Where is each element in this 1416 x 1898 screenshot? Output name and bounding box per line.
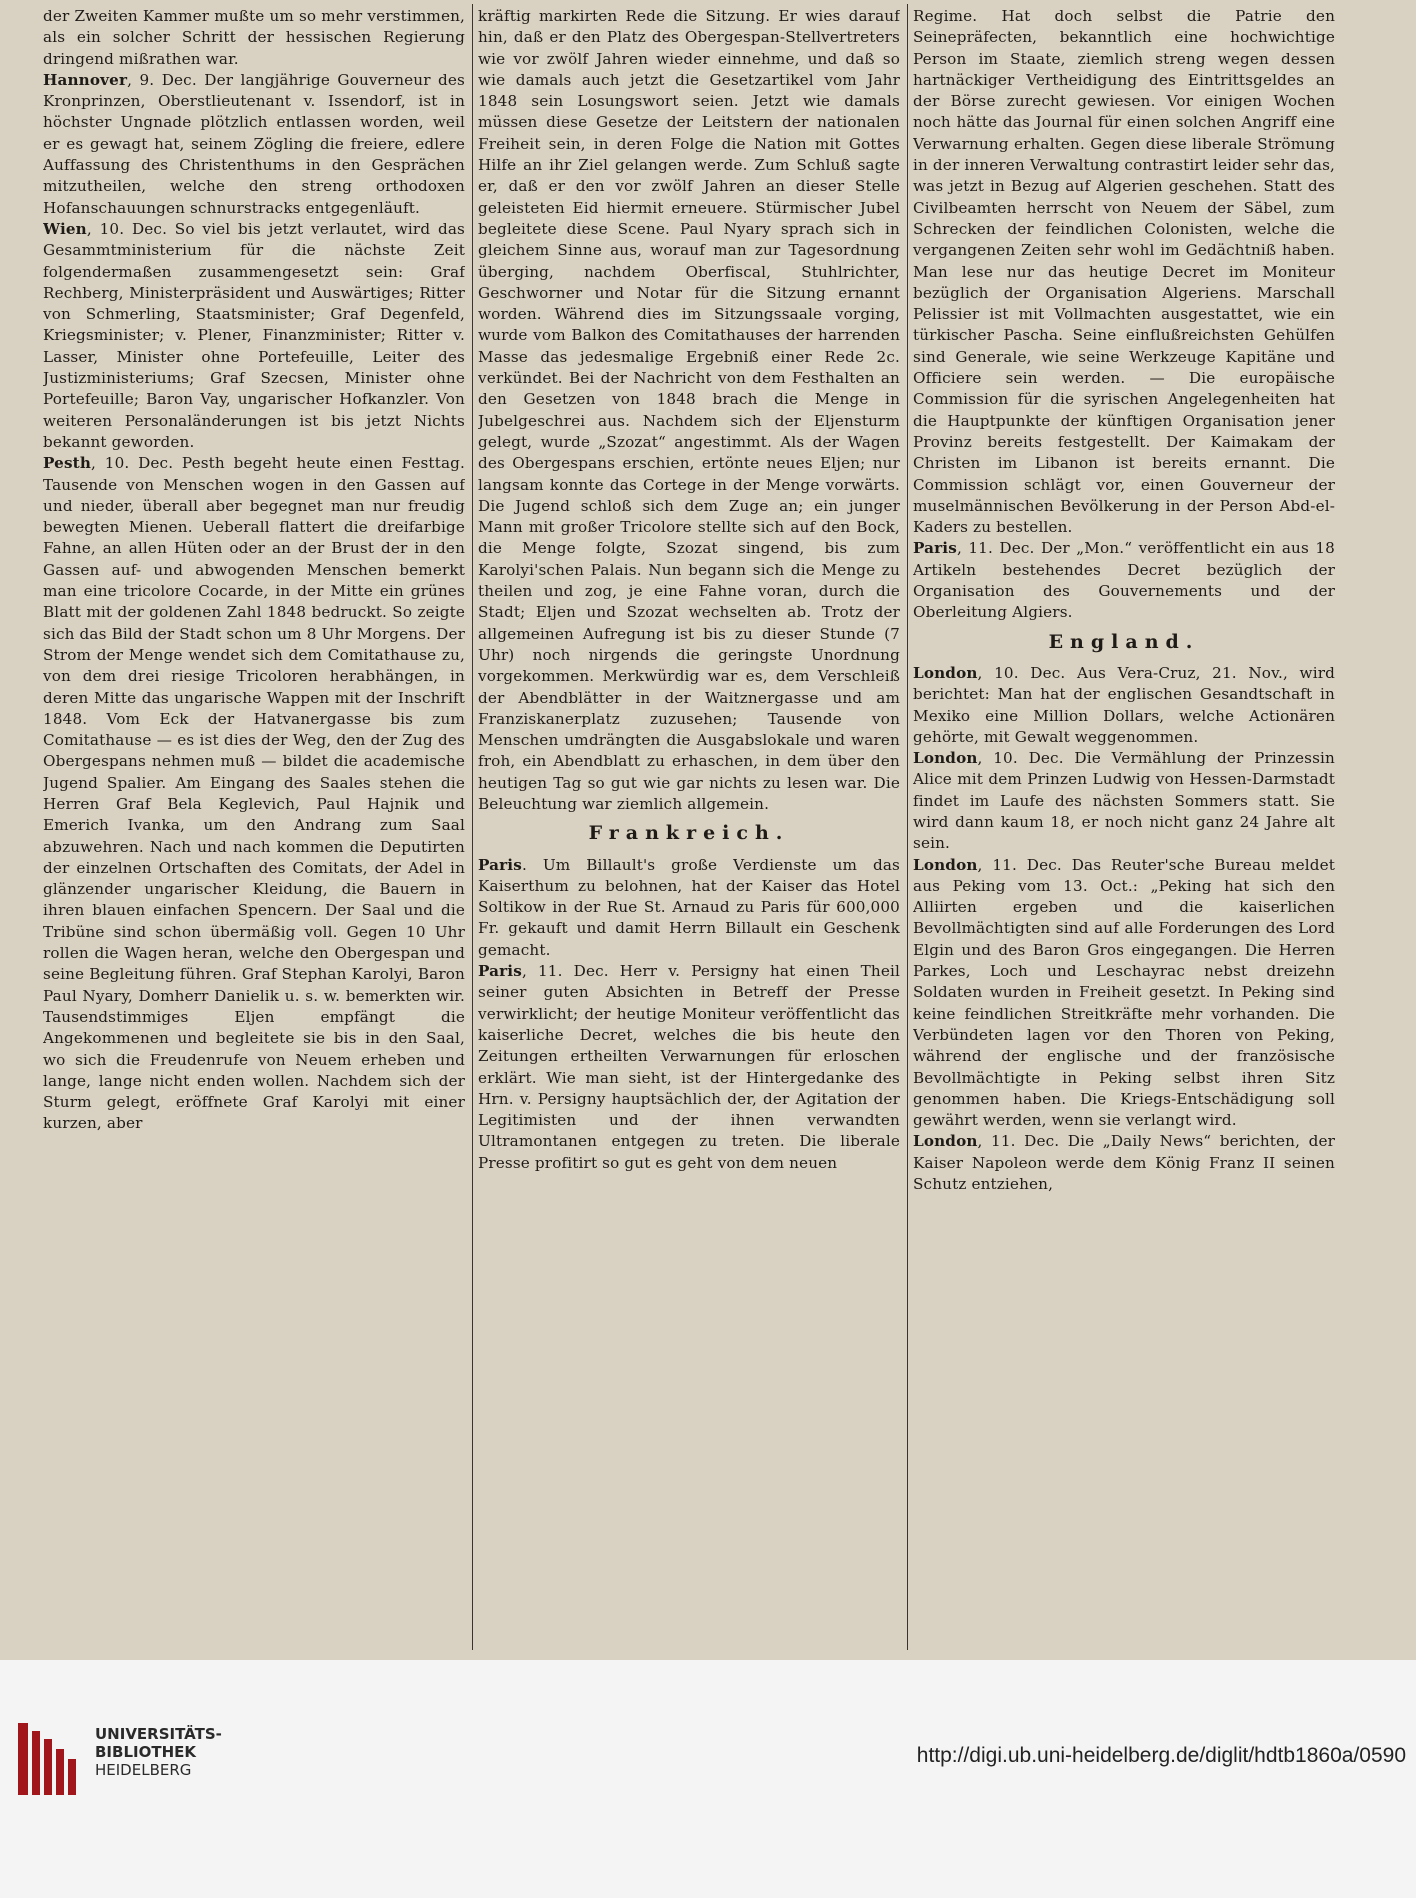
dateline: London <box>913 749 978 768</box>
dateline: London <box>913 1132 978 1151</box>
library-name-line-2: BIBLIOTHEK <box>95 1743 196 1761</box>
article-paragraph: London, 10. Dec. Aus Vera-Cruz, 21. Nov., wird berichtet: Man hat der englischen Gesandtschaft in Mexiko eine Million Dollars, welche Actionären gehörte, mit Gewalt weggenommen. <box>913 663 1335 746</box>
library-name-line-3: HEIDELBERG <box>95 1761 192 1779</box>
section-heading: England. <box>1048 630 1200 653</box>
dateline: Pesth <box>43 454 92 473</box>
permalink-url[interactable]: http://digi.ub.uni-heidelberg.de/diglit/hdtb1860a/0590 <box>916 1744 1406 1767</box>
text-column-1 <box>43 6 465 1652</box>
article-paragraph: kräftig markirten Rede die Sitzung. Er wies darauf hin, daß er den Platz des Obergespan-Stellvertreters wie vor zwölf Jahren wieder einnehme, und daß so wie damals auch jetzt die Gesetzartikel vom Jahr 1848 sein Losungswort seien. Jetzt wie damals müssen diese Gesetze der Leitstern der nationalen Freiheit sein, in deren Folge die Nation mit Gottes Hilfe an ihr Ziel gelangen werde. Zum Schluß sagte er, daß er den vor zwölf Jahren an dieser Stelle geleisteten Eid hiermit erneuere. Stürmischer Jubel begleitete diese Scene. Paul Nyary sprach sich in gleichem Sinne aus, worauf man zur Tagesordnung überging, nachdem Oberfiscal, Stuhlrichter, Geschworner und Notar für die Sitzung ernannt worden. Während dies im Sitzungssaale vorging, wurde vom Balkon des Comitathauses der harrenden Masse das jedesmalige Ergebniß einer Rede 2c. verkündet. Bei der Nachricht von dem Festhalten an den Gesetzen von 1848 brach die Menge in Jubelgeschrei aus. Nachdem sich der Eljensturm gelegt, wurde „Szozat“ angestimmt. Als der Wagen des Obergespans erschien, ertönte neues Eljen; nur langsam konnte das Cortege in der Menge vorwärts. Die Jugend schloß sich dem Zuge an; ein junger Mann mit großer Tricolore stellte sich auf den Bock, die Menge folgte, Szozat singend, bis zum Karolyi'schen Palais. Nun begann sich die Menge zu theilen und zog, je eine Fahne voran, durch die Stadt; Eljen und Szozat wechselten ab. Trotz der allgemeinen Aufregung ist bis zu dieser Stunde (7 Uhr) noch nirgends die geringste Unordnung vorgekommen. Merkwürdig war es, dem Verschleiß der Abendblätter in der Waitznergasse und am Franziskanerplatz zuzusehen; Tausende von Menschen umdrängten die Ausgabslokale und waren froh, ein Abendblatt zu erhaschen, in dem über den heutigen Tag so gut wie gar nichts zu lesen war. Die Beleuchtung war ziemlich allgemein. <box>478 7 900 813</box>
column-rule <box>907 4 908 1650</box>
dateline: Paris <box>478 855 522 874</box>
dateline: Paris <box>913 539 957 558</box>
article-paragraph: Hannover, 9. Dec. Der langjährige Gouverneur des Kronprinzen, Oberstlieutenant v. Issendorf, ist in höchster Ungnade plötzlich entlassen worden, weil er es gewagt hat, seinem Zögling die freiere, edlere Auffassung des Christenthums in den Gesprächen mitzutheilen, welche den streng orthodoxen Hofanschauungen schnurstracks entgegenläuft. <box>43 70 465 217</box>
article-paragraph: Paris. Um Billault's große Verdienste um das Kaiserthum zu belohnen, hat der Kaiser das Hotel Soltikow in der Rue St. Arnaud zu Paris für 600,000 Fr. gekauft und damit Herrn Billault ein Geschenk gemacht. <box>478 855 900 959</box>
viewer-footer <box>0 1660 1416 1898</box>
column-rule <box>472 4 473 1650</box>
dateline: Hannover <box>43 70 128 89</box>
dateline: Paris <box>478 962 522 981</box>
article-paragraph: London, 10. Dec. Die Vermählung der Prinzessin Alice mit dem Prinzen Ludwig von Hessen-Darmstadt findet im Laufe des nächsten Sommers statt. Sie wird dann kaum 18, er noch nicht ganz 24 Jahre alt sein. <box>913 749 1335 853</box>
text-column-2 <box>478 6 900 1652</box>
article-paragraph: Regime. Hat doch selbst die Patrie den Seinepräfecten, bekanntlich eine hochwichtige Person im Staate, ziemlich streng wegen dessen hartnäckiger Vertheidigung des Eintrittsgeldes an der Börse zurecht gewiesen. Vor einigen Wochen noch hätte das Journal für einen solchen Angriff eine Verwarnung erhalten. Gegen diese liberale Strömung in der inneren Verwaltung contrastirt leider sehr das, was jetzt in Bezug auf Algerien geschehen. Statt des Civilbeamten herrscht von Neuem der Säbel, zum Schrecken der feindlichen Colonisten, welche die vergangenen Zeiten sehr wohl im Gedächtniß haben. Man lese nur das heutige Decret im Moniteur bezüglich der Organisation Algeriens. Marschall Pelissier ist mit Vollmachten ausgestattet, wie ein türkischer Pascha. Seine einflußreichsten Gehülfen sind Generale, wie seine Werkzeuge Kapitäne und Officiere sein werden. — Die europäische Commission für die syrischen Angelegenheiten hat die Hauptpunkte der künftigen Organisation jener Provinz bereits festgestellt. Der Kaimakam der Christen im Libanon ist bereits ernannt. Die Commission schlägt vor, einen Gouverneur der muselmännischen Bevölkerung in der Person Abd-el-Kaders zu bestellen. <box>913 7 1335 537</box>
text-column-3 <box>913 6 1335 1652</box>
article-paragraph: Paris, 11. Dec. Herr v. Persigny hat einen Theil seiner guten Absichten in Betreff der Presse verwirklicht; der heutige Moniteur veröffentlicht das kaiserliche Decret, welches die bis heute den Zeitungen ertheilten Verwarnungen für erloschen erklärt. Wie man sieht, ist der Hintergedanke des Hrn. v. Persigny hauptsächlich der, der Agitation der Legitimisten und der ihnen verwandten Ultramontanen entgegen zu treten. Die liberale Presse profitirt so gut es geht von dem neuen <box>478 962 900 1172</box>
dateline: Wien <box>43 219 87 238</box>
dateline: London <box>913 855 978 874</box>
article-paragraph: Wien, 10. Dec. So viel bis jetzt verlautet, wird das Gesammtministerium für die nächste Zeit folgendermaßen zusammengesetzt sein: Graf Rechberg, Ministerpräsident und Auswärtiges; Ritter von Schmerling, Staatsminister; Graf Degenfeld, Kriegsminister; v. Plener, Finanzminister; Ritter v. Lasser, Minister ohne Portefeuille, Leiter des Justizministeriums; Graf Szecsen, Minister ohne Portefeuille; Baron Vay, ungarischer Hofkanzler. Von weiteren Personaländerungen ist bis jetzt Nichts bekannt geworden. <box>43 219 465 451</box>
article-paragraph: London, 11. Dec. Die „Daily News“ berichten, der Kaiser Napoleon werde dem König Franz II seinen Schutz entziehen, <box>913 1132 1335 1194</box>
article-paragraph: der Zweiten Kammer mußte um so mehr verstimmen, als ein solcher Schritt der hessischen Regierung dringend mißrathen war. <box>43 7 465 68</box>
dateline: London <box>913 663 978 682</box>
library-name <box>95 1725 222 1779</box>
library-logo-icon <box>18 1723 78 1795</box>
article-paragraph: London, 11. Dec. Das Reuter'sche Bureau meldet aus Peking vom 13. Oct.: „Peking hat sich den Alliirten ergeben und die kaiserlichen Bevollmächtigten sind auf alle Forderungen des Lord Elgin und des Baron Gros eingegangen. Die Herren Parkes, Loch und Leschayrac nebst dreizehn Soldaten wurden in Freiheit gesetzt. In Peking sind keine feindlichen Streitkräfte mehr vorhanden. Die Verbündeten lagen vor den Thoren von Peking, während der englische und der französische Bevollmächtigte in Peking selbst ihren Sitz genommen haben. Die Kriegs-Entschädigung soll gewährt werden, wenn sie verlangt wird. <box>913 855 1335 1130</box>
article-paragraph: Pesth, 10. Dec. Pesth begeht heute einen Festtag. Tausende von Menschen wogen in den Gassen auf und nieder, überall aber begegnet man nur freudig bewegten Mienen. Ueberall flattert die dreifarbige Fahne, an allen Hüten oder an der Brust der in den Gassen auf- und abwogenden Menschen bemerkt man eine tricolore Cocarde, in der Mitte ein grünes Blatt mit der goldenen Zahl 1848 bedruckt. So zeigte sich das Bild der Stadt schon um 8 Uhr Morgens. Der Strom der Menge wendet sich dem Comitathause zu, von dem drei riesige Tricoloren herabhängen, in deren Mitte das ungarische Wappen mit der Inschrift 1848. Vom Eck der Hatvanergasse bis zum Comitathause — es ist dies der Weg, den der Zug des Obergespans nehmen muß — bildet die academische Jugend Spalier. Am Eingang des Saales stehen die Herren Graf Bela Keglevich, Paul Hajnik und Emerich Ivanka, um den Andrang zum Saal abzuwehren. Nach und nach kommen die Deputirten der einzelnen Ortschaften des Comitats, der Adel in glänzender ungarischer Kleidung, die Bauern in ihren blauen einfachen Spencern. Der Saal und die Tribüne sind schon übermäßig voll. Gegen 10 Uhr rollen die Wagen heran, welche den Obergespan und seine Begleitung führen. Graf Stephan Karolyi, Baron Paul Nyary, Domherr Danielik u. s. w. bemerkten wir. Tausendstimmiges Eljen empfängt die Angekommenen und begleitete sie bis in den Saal, wo sich die Freudenrufe von Neuem erheben und lange, lange nicht enden wollen. Nachdem sich der Sturm gelegt, eröffnete Graf Karolyi mit einer kurzen, aber <box>43 454 465 1133</box>
article-paragraph: Paris, 11. Dec. Der „Mon.“ veröffentlicht ein aus 18 Artikeln bestehendes Decret bezüglich der Organisation des Gouvernements und der Oberleitung Algiers. <box>913 539 1335 622</box>
library-name-line-1: UNIVERSITÄTS- <box>95 1725 222 1743</box>
section-heading: Frankreich. <box>588 822 790 845</box>
